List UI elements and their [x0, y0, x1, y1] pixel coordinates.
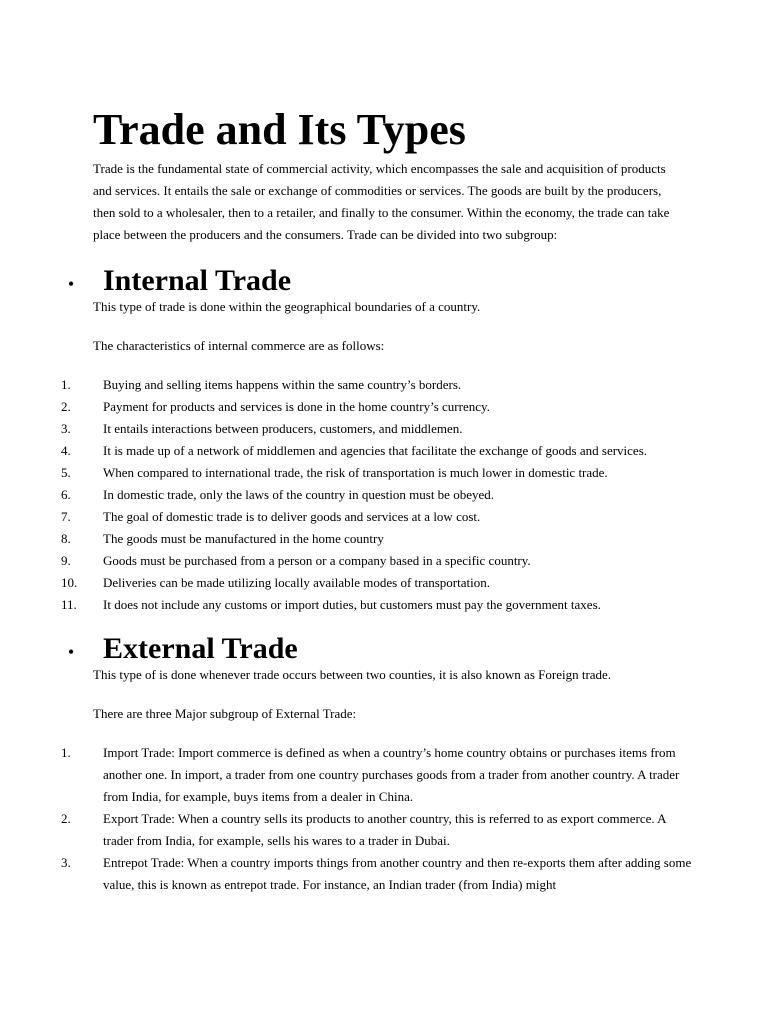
list-item-text: It entails interactions between producers, customers, and middlemen.	[103, 421, 463, 436]
list-item	[61, 440, 693, 462]
list-item	[61, 418, 693, 440]
bullet-icon: •	[68, 644, 74, 661]
page-title: Trade and Its Types	[93, 105, 466, 154]
internal-trade-heading	[68, 263, 693, 299]
list-item	[61, 852, 693, 896]
list-item	[61, 808, 693, 852]
list-item	[61, 594, 693, 616]
list-number: 2.	[61, 811, 71, 826]
external-trade-description: This type of is done whenever trade occurs between two counties, it is also known as Foreign trade.	[93, 667, 612, 682]
list-item-text: Payment for products and services is done in the home country’s currency.	[103, 399, 490, 414]
internal-trade-description: This type of trade is done within the geographical boundaries of a country.	[93, 299, 481, 314]
list-item-text: Import Trade: Import commerce is defined as when a country’s home country obtains or purchases items from another one. In import, a trader from one country purchases goods from a trader from another country. A trader from India, for example, buys items from a dealer in China.	[103, 745, 680, 804]
list-item	[61, 506, 693, 528]
document-page	[61, 104, 693, 896]
list-number: 3.	[61, 855, 71, 870]
list-number: 1.	[61, 377, 71, 392]
list-number: 9.	[61, 553, 71, 568]
list-number: 11.	[61, 597, 77, 612]
list-item-text: It is made up of a network of middlemen and agencies that facilitate the exchange of goods and services.	[103, 443, 648, 458]
list-item	[61, 550, 693, 572]
list-item-text: Buying and selling items happens within the same country’s borders.	[103, 377, 462, 392]
bullet-icon: •	[68, 276, 74, 293]
list-number: 10.	[61, 575, 78, 590]
list-item	[61, 572, 693, 594]
list-item-text: The goal of domestic trade is to deliver goods and services at a low cost.	[103, 509, 481, 524]
intro-paragraph: Trade is the fundamental state of commercial activity, which encompasses the sale and acquisition of products and services. It entails the sale or exchange of commodities or services. The goods are built by the producers, then sold to a wholesaler, then to a retailer, and finally to the consumer. Within the economy, the trade can take place between the producers and the consumers. Trade can be divided into two subgroup:	[93, 161, 670, 242]
external-subgroups-intro: There are three Major subgroup of External Trade:	[93, 706, 357, 721]
list-item	[61, 462, 693, 484]
external-trade-heading-text: External Trade	[103, 632, 298, 665]
list-item-text: In domestic trade, only the laws of the country in question must be obeyed.	[103, 487, 494, 502]
list-item-text: It does not include any customs or import duties, but customers must pay the government taxes.	[103, 597, 601, 612]
list-number: 6.	[61, 487, 71, 502]
list-item	[61, 528, 693, 550]
internal-characteristics-intro: The characteristics of internal commerce are as follows:	[93, 338, 385, 353]
internal-characteristics-list	[61, 374, 693, 616]
list-item-text: Deliveries can be made utilizing locally available modes of transportation.	[103, 575, 490, 590]
list-item	[61, 484, 693, 506]
external-trade-heading	[68, 631, 693, 667]
list-item	[61, 742, 693, 808]
list-number: 3.	[61, 421, 71, 436]
external-subgroups-list	[61, 742, 693, 896]
list-item-text: Entrepot Trade: When a country imports things from another country and then re-exports them after adding some value, this is known as entrepot trade. For instance, an Indian trader (from India) might	[103, 855, 692, 892]
list-number: 2.	[61, 399, 71, 414]
list-number: 4.	[61, 443, 71, 458]
list-item	[61, 396, 693, 418]
list-item	[61, 374, 693, 396]
list-item-text: Export Trade: When a country sells its products to another country, this is referred to as export commerce. A trader from India, for example, sells his wares to a trader in Dubai.	[103, 811, 666, 848]
list-number: 7.	[61, 509, 71, 524]
internal-trade-heading-text: Internal Trade	[103, 264, 292, 297]
list-number: 8.	[61, 531, 71, 546]
list-item-text: When compared to international trade, the risk of transportation is much lower in domestic trade.	[103, 465, 608, 480]
list-number: 5.	[61, 465, 71, 480]
list-number: 1.	[61, 745, 71, 760]
list-item-text: The goods must be manufactured in the home country	[103, 531, 384, 546]
list-item-text: Goods must be purchased from a person or a company based in a specific country.	[103, 553, 531, 568]
